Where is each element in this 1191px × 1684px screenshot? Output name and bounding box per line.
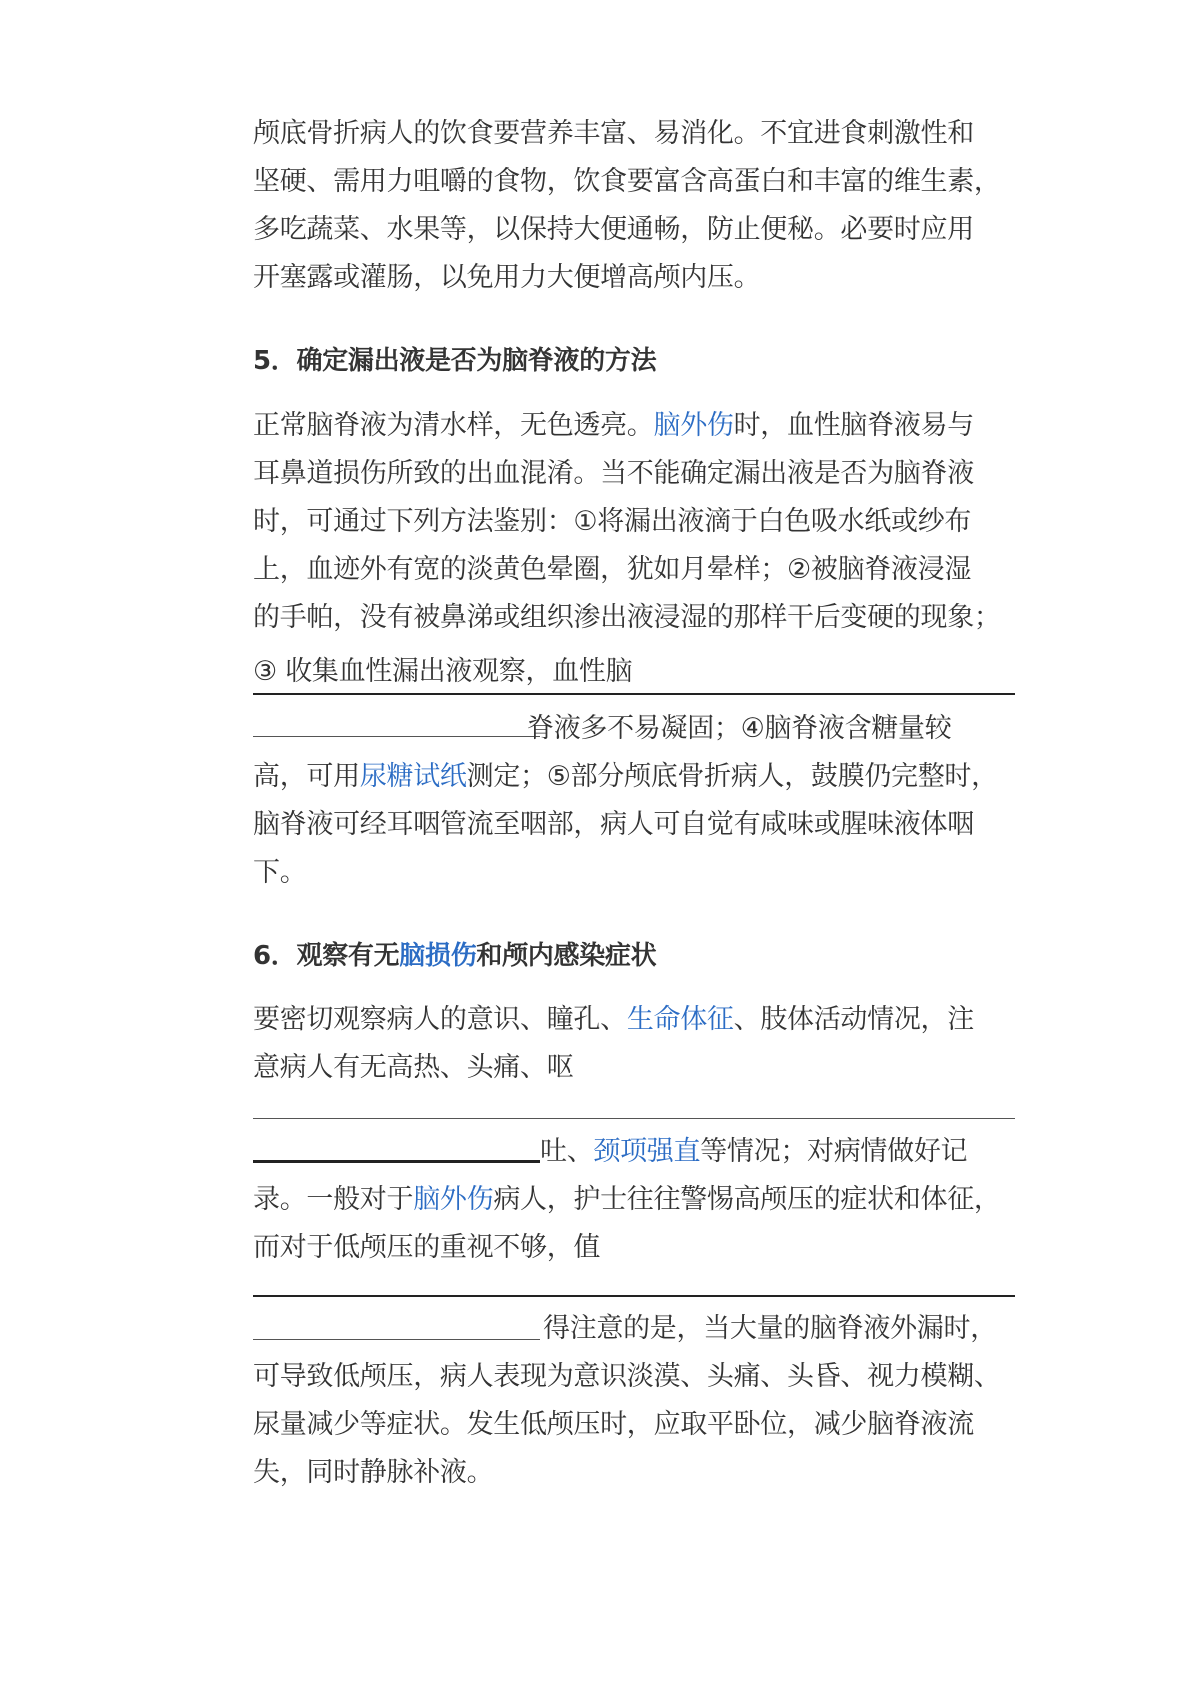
text-run: 吐、	[540, 1136, 594, 1167]
body-line: 的手帕，没有被鼻涕或组织渗出液浸湿的那样干后变硬的现象；	[253, 602, 1001, 633]
body-line: 可导致低颅压，病人表现为意识淡漠、头痛、头昏、视力模糊、	[253, 1361, 1001, 1392]
body-line: 颅底骨折病人的饮食要营养丰富、易消化。不宜进食刺激性和	[253, 118, 974, 149]
body-line	[253, 1128, 1043, 1176]
text-run: 录。一般对于	[253, 1184, 414, 1215]
text-run: 病人，护士往往警惕高颅压的症状和体征，	[493, 1184, 1001, 1215]
section5-body-a	[253, 402, 1043, 696]
text-run: 正常脑脊液为清水样，无色透亮。	[253, 410, 654, 441]
link-brain-damage[interactable]: 脑损伤	[399, 941, 477, 971]
text-run: 、肢体活动情况，注	[733, 1004, 974, 1035]
link-neck-stiffness[interactable]: 颈项强直	[593, 1136, 701, 1167]
link-vital-signs[interactable]: 生命体征	[626, 1004, 734, 1035]
link-urine-glucose-strip[interactable]: 尿糖试纸	[359, 761, 467, 792]
body-line: 时，可通过下列方法鉴别：①将漏出液滴于白色吸水纸或纱布	[253, 506, 972, 537]
section6-body-c	[253, 1305, 1043, 1497]
text-run: 要密切观察病人的意识、瞳孔、	[253, 1004, 627, 1035]
body-line: 而对于低颅压的重视不够，值	[253, 1232, 601, 1263]
body-line: 多吃蔬菜、水果等，以保持大便通畅，防止便秘。必要时应用	[253, 214, 974, 245]
section6	[253, 936, 1043, 976]
body-line: ③ 收集血性漏出液观察，血性脑	[253, 656, 633, 687]
text-run: 等情况；对病情做好记	[700, 1136, 968, 1167]
body-line: 意病人有无高热、头痛、呕	[253, 1052, 574, 1083]
section-heading	[253, 936, 1043, 976]
section6-body-a	[253, 996, 1043, 1092]
body-line: 脊液多不易凝固；④脑脊液含糖量较	[527, 713, 952, 744]
text-run: 高，可用	[253, 761, 360, 792]
link-brain-injury[interactable]: 脑外伤	[653, 410, 734, 441]
body-line: 下。	[253, 857, 307, 888]
page-rule	[253, 1118, 1015, 1119]
body-line: 脑脊液可经耳咽管流至咽部，病人可自觉有咸味或腥味液体咽	[253, 809, 974, 840]
body-line	[253, 402, 1043, 450]
body-line: 坚硬、需用力咀嚼的食物，饮食要富含高蛋白和丰富的维生素，	[253, 166, 1001, 197]
body-line: 失，同时静脉补液。	[253, 1457, 494, 1488]
link-brain-injury-2[interactable]: 脑外伤	[413, 1184, 494, 1215]
body-line: 尿量减少等症状。发生低颅压时，应取平卧位，减少脑脊液流	[253, 1409, 974, 1440]
body-line: 开塞露或灌肠，以免用力大便增高颅内压。	[253, 262, 761, 293]
section5-body-b	[253, 705, 1043, 897]
section4-tail	[253, 110, 1043, 302]
body-line	[253, 1176, 1043, 1224]
text-run: 和颅内感染症状	[476, 941, 657, 971]
body-line	[253, 996, 1043, 1044]
text-run: 时，血性脑脊液易与	[733, 410, 974, 441]
section-heading: 5．确定漏出液是否为脑脊液的方法	[253, 346, 657, 376]
body-line	[253, 753, 1043, 801]
text-run: 测定；⑤部分颅底骨折病人，鼓膜仍完整时，	[466, 761, 998, 792]
page-rule	[253, 693, 1015, 695]
body-line: 得注意的是，当大量的脑脊液外漏时，	[543, 1313, 997, 1344]
body-line: 上，血迹外有宽的淡黄色晕圈，犹如月晕样；②被脑脊液浸湿	[253, 554, 972, 585]
section6-body-b	[253, 1128, 1043, 1272]
page-rule	[253, 1295, 1015, 1297]
body-line: 耳鼻道损伤所致的出血混淆。当不能确定漏出液是否为脑脊液	[253, 458, 974, 489]
section5	[253, 341, 1043, 381]
text-run: 6．观察有无	[253, 941, 400, 971]
